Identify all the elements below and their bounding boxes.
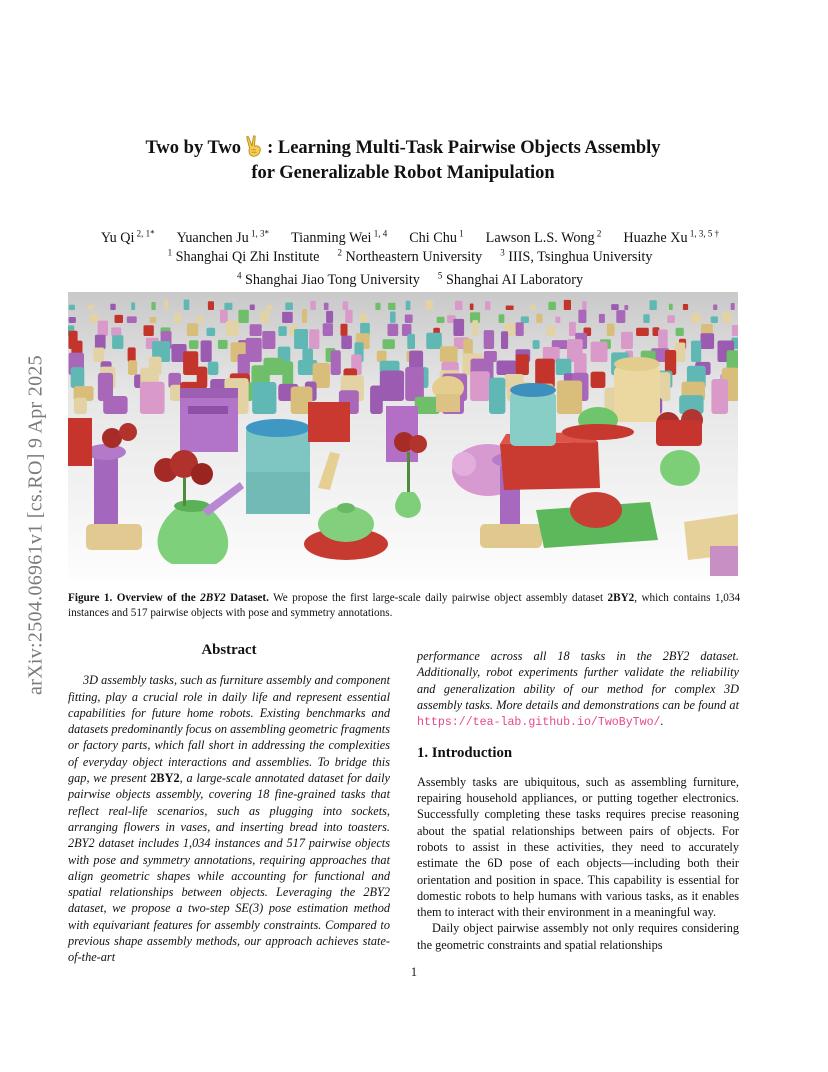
background-object	[723, 312, 732, 323]
background-object	[115, 315, 124, 323]
background-object	[516, 354, 529, 375]
background-object	[140, 382, 165, 414]
background-object	[278, 326, 286, 336]
background-object	[437, 317, 445, 323]
background-object	[516, 322, 524, 336]
cream-kettle	[614, 357, 660, 422]
author-name: Lawson L.S. Wong	[485, 229, 595, 246]
background-object	[533, 340, 540, 349]
background-object	[128, 360, 137, 375]
background-object	[557, 381, 582, 415]
background-object	[360, 313, 367, 323]
background-object	[616, 310, 625, 323]
abstract-continued-text: performance across all 18 tasks in the 2BY2 dataset. Additionally, robot experiments further validate the reliability and generalization ability of our method for complex 3D assembly tasks. More details and demonstrations can be found at	[417, 649, 739, 712]
arxiv-identifier-text: arXiv:2504.06961v1 [cs.RO] 9 Apr 2025	[24, 355, 47, 695]
background-object	[238, 310, 248, 323]
background-object	[470, 304, 474, 311]
title-line-1	[68, 134, 738, 161]
background-object	[489, 378, 505, 414]
background-object	[658, 330, 668, 350]
author-affiliation-marker: 1, 3, 5 †	[687, 228, 720, 238]
background-object	[282, 312, 293, 323]
background-object	[144, 325, 154, 336]
background-object	[582, 301, 586, 310]
background-object	[691, 314, 701, 323]
background-object	[669, 304, 673, 310]
affiliation	[500, 249, 652, 265]
intro-paragraph-1: Assembly tasks are ubiquitous, such as assembling furniture, repairing household appliances, or putting together electronics. Successfully completing these tasks requires precise reasoning about the spatial relationships between pairs of objects. For robots to assist in these activities, they need to accurately estimate the 6D pose of each objects—including both their orientation and position in space. This capability is essential for domestic robots to help humans with various tasks, as it enables them to interact with their environment in a meaningful way.	[417, 774, 739, 920]
background-object	[345, 310, 352, 323]
affiliation-line-2	[60, 267, 760, 291]
background-object	[208, 301, 214, 310]
abstract-heading: Abstract	[201, 642, 257, 658]
author-affiliation-marker: 1, 3*	[248, 228, 270, 238]
arxiv-identifier	[22, 290, 50, 760]
abstract-text	[68, 672, 390, 965]
affiliation-name: IIIS, Tsinghua University	[504, 248, 653, 265]
background-object	[472, 320, 478, 336]
background-object	[302, 349, 313, 363]
background-object	[521, 316, 529, 323]
background-object	[127, 316, 137, 323]
background-object	[98, 321, 108, 336]
author-affiliation-marker: 2	[594, 228, 602, 238]
background-object	[226, 321, 239, 336]
red-toaster	[308, 402, 350, 442]
background-object	[375, 303, 380, 310]
affiliation-name: Shanghai Jiao Tong University	[241, 272, 420, 289]
background-object	[405, 315, 413, 324]
background-object	[111, 327, 121, 336]
background-object	[238, 354, 250, 375]
background-object	[309, 329, 319, 349]
background-object	[501, 331, 508, 349]
background-object	[208, 362, 219, 375]
affiliation	[337, 249, 482, 265]
background-object	[207, 328, 216, 336]
background-object	[370, 386, 383, 415]
caption-bold-a: Overview of the	[116, 592, 196, 604]
background-object	[732, 325, 738, 336]
teal-canister	[246, 419, 310, 514]
author-affiliation-marker: 2, 1*	[134, 228, 155, 238]
background-object	[555, 317, 560, 323]
author-name: Chi Chu	[409, 229, 457, 246]
background-object	[636, 328, 649, 336]
background-object	[621, 332, 633, 349]
background-object	[650, 300, 657, 310]
background-object	[310, 301, 315, 310]
background-object	[701, 333, 715, 349]
background-object	[302, 309, 307, 323]
background-object	[643, 314, 649, 323]
background-object	[426, 300, 433, 310]
background-object	[201, 340, 212, 362]
background-object	[383, 339, 395, 349]
background-object	[88, 305, 94, 310]
title-line-2: for Generalizable Robot Manipulation	[251, 163, 555, 183]
background-object	[676, 328, 684, 336]
background-object	[569, 322, 576, 336]
caption-bold-c: Dataset.	[230, 592, 269, 604]
caption-text-b: 2BY2	[607, 592, 635, 604]
background-object	[564, 300, 571, 310]
background-object	[128, 347, 136, 362]
background-object	[599, 314, 605, 323]
background-object	[323, 323, 333, 336]
abstract-bold: 2BY2	[150, 771, 180, 786]
background-object	[405, 367, 424, 401]
title-part-1: Two by Two	[145, 138, 242, 158]
background-object	[285, 303, 293, 311]
page-number: 1	[410, 965, 418, 979]
left-column	[68, 640, 390, 966]
abstract-text-a: 3D assembly tasks, such as furniture assembly and component fitting, play a crucial role in daily life and represent essential capabilities for future home robots. Existing benchmarks and datasets predominantly focus on assembling geometric fragments or factory parts, which fall short in addressing the complexities of everyday object interactions and assemblies. To bridge this gap, we present	[68, 673, 390, 786]
purple-mailbox	[180, 388, 238, 452]
background-object	[343, 301, 349, 310]
affiliation-line-1	[60, 243, 760, 267]
affiliation	[438, 272, 583, 288]
overview-figure	[68, 292, 738, 579]
background-object	[150, 317, 157, 323]
author-name: Tianming Wei	[291, 229, 372, 246]
caption-text-a: We propose the first large-scale daily pairwise object assembly dataset	[273, 592, 604, 604]
background-object	[530, 305, 536, 310]
affiliation-name: Shanghai AI Laboratory	[442, 272, 584, 289]
intro-paragraph-2: Daily object pairwise assembly not only requires considering the geometric constraints and spatial relationships	[417, 921, 739, 952]
background-object	[548, 302, 556, 310]
author-name: Huazhe Xu	[623, 229, 688, 246]
background-object	[260, 311, 269, 323]
background-object	[331, 350, 341, 375]
background-object	[151, 302, 155, 310]
background-object	[667, 315, 675, 323]
background-object	[731, 303, 735, 310]
caption-bold-b: 2BY2	[200, 592, 226, 604]
author-affiliation-marker: 1	[456, 228, 464, 238]
background-object	[103, 396, 127, 414]
background-object	[197, 316, 204, 323]
background-object	[711, 379, 728, 414]
background-object	[250, 305, 255, 311]
background-object	[267, 305, 272, 310]
background-object	[250, 324, 262, 336]
title-part-2: : Learning Multi-Task Pairwise Objects Assembly	[267, 138, 661, 158]
background-object	[95, 335, 106, 349]
intro-heading: 1. Introduction	[417, 745, 513, 762]
affiliation-name: Shanghai Qi Zhi Institute	[172, 248, 320, 265]
abstract-continued	[417, 648, 739, 731]
background-object	[262, 331, 275, 349]
affiliation-marker: 1	[167, 247, 173, 257]
background-object	[218, 340, 228, 349]
author-affiliation-marker: 1, 4	[371, 228, 388, 238]
right-column	[417, 648, 739, 953]
background-object	[607, 324, 615, 336]
background-object	[380, 371, 404, 402]
background-object	[440, 346, 458, 362]
background-object	[388, 303, 395, 310]
affiliation-marker: 4	[236, 270, 242, 281]
caption-label: Figure 1.	[68, 592, 113, 604]
affiliation-marker: 3	[500, 247, 505, 257]
background-object	[611, 304, 619, 310]
gold-sheep	[432, 376, 464, 412]
background-object	[341, 336, 352, 349]
background-object	[484, 330, 494, 349]
background-object	[683, 304, 688, 310]
background-object	[110, 304, 115, 310]
background-object	[388, 324, 399, 336]
background-object	[71, 367, 85, 388]
background-object	[326, 311, 333, 323]
background-object	[591, 342, 608, 362]
background-object	[131, 302, 135, 310]
background-object	[713, 305, 717, 311]
background-object	[69, 317, 76, 323]
background-object	[224, 303, 232, 310]
paper-title	[68, 134, 738, 186]
author-name: Yuanchen Ju	[176, 229, 249, 246]
background-object	[407, 334, 415, 349]
dataset-render-illustration	[68, 292, 738, 579]
project-link[interactable]: https://tea-lab.github.io/TwoByTwo/	[417, 716, 661, 730]
background-object	[591, 372, 606, 388]
caption-text-c: , which contains 1,034 instances and 517 pairwise objects with pose and symmetry annotations.	[68, 592, 741, 620]
background-object	[547, 326, 556, 336]
background-object	[470, 371, 490, 401]
background-object	[536, 314, 542, 323]
background-object	[69, 305, 75, 310]
background-object	[485, 301, 490, 310]
background-object	[341, 324, 348, 336]
background-object	[506, 306, 514, 311]
background-object	[406, 301, 411, 310]
background-object	[455, 301, 463, 310]
background-object	[252, 382, 276, 414]
background-object	[294, 329, 308, 349]
background-object	[691, 341, 701, 362]
affiliation	[168, 249, 320, 265]
background-object	[183, 351, 198, 375]
background-object	[187, 323, 198, 336]
affiliation-marker: 2	[337, 247, 342, 257]
background-object	[390, 312, 396, 324]
victory-hand-icon	[242, 134, 266, 158]
background-object	[499, 314, 505, 323]
background-object	[324, 303, 329, 310]
background-object	[94, 348, 105, 363]
background-object	[711, 316, 718, 323]
background-object	[90, 314, 99, 323]
background-object	[174, 313, 181, 323]
background-object	[220, 310, 228, 323]
teal-jar	[510, 383, 556, 446]
background-object	[578, 310, 586, 323]
background-object	[165, 300, 169, 310]
background-object	[189, 340, 198, 349]
author-name: Yu Qi	[100, 229, 135, 246]
abstract-text-b: , a large-scale annotated dataset for daily pairwise objects assembly, covering 18 fine-grained tasks that reflect real-life scenarios, such as plugging into sockets, arranging flowers in vases, and inserting bread into toasters. 2BY2 dataset includes 1,034 instances and 517 pairwise objects with pose and symmetry annotations, requiring approaches that align geometric shapes while accounting for functional and spatial relationships between objects. Leveraging the 2BY2 dataset, we propose a two-step SE(3) pose estimation method with equivariant features for assembly constraints. Compared to previous shape assembly methods, our approach achieves state-of-the-art	[68, 771, 390, 965]
background-object	[184, 300, 190, 311]
affiliation	[237, 272, 420, 288]
background-object	[112, 335, 123, 349]
background-object	[74, 398, 87, 414]
background-object	[426, 333, 442, 349]
background-object	[377, 351, 387, 362]
background-object	[497, 361, 517, 376]
affiliation-name: Northeastern University	[341, 248, 483, 265]
background-object	[453, 319, 464, 336]
abstract-link-end: .	[660, 714, 664, 729]
figure-caption	[68, 591, 740, 621]
background-object	[574, 353, 587, 375]
background-object	[556, 359, 572, 375]
affiliation-list	[60, 243, 760, 290]
background-object	[624, 305, 628, 310]
affiliation-marker: 5	[437, 270, 443, 281]
